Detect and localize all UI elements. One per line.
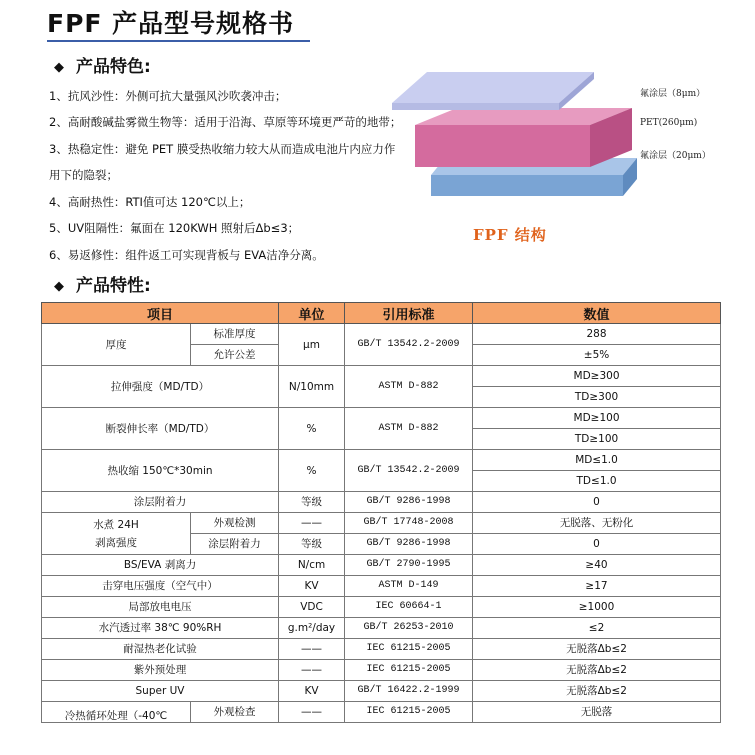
row-subitem: 外观检查 <box>191 702 279 723</box>
features-heading <box>54 52 151 77</box>
row-standard: IEC 61215-2005 <box>345 702 473 723</box>
row-value: MD≥300 <box>473 366 721 387</box>
row-value: 无脱落、无粉化 <box>473 513 721 534</box>
table-row <box>42 513 721 534</box>
row-standard: ASTM D-882 <box>345 408 473 450</box>
page-title: FPF 产品型号规格书 <box>47 9 295 38</box>
row-item-line2: 剥离强度 <box>95 536 137 549</box>
row-standard: GB/T 26253-2010 <box>345 618 473 639</box>
row-unit: N/10mm <box>279 366 345 408</box>
row-value: ≥17 <box>473 576 721 597</box>
row-standard: GB/T 9286-1998 <box>345 534 473 555</box>
table-row <box>42 408 721 429</box>
row-value: TD≥300 <box>473 387 721 408</box>
row-value: 288 <box>473 324 721 345</box>
row-standard: GB/T 16422.2-1999 <box>345 681 473 702</box>
row-value: 0 <box>473 492 721 513</box>
row-item: Super UV <box>42 681 279 702</box>
row-value: 无脱落Δb≤2 <box>473 681 721 702</box>
row-unit: —— <box>279 702 345 723</box>
pet-layer <box>415 108 632 167</box>
header-item: 项目 <box>42 303 279 324</box>
properties-heading <box>54 271 151 296</box>
row-value: ≤2 <box>473 618 721 639</box>
title-underline <box>47 40 310 42</box>
table-row <box>42 681 721 702</box>
row-subitem: 允许公差 <box>191 345 279 366</box>
feature-line-2: 2、高耐酸碱盐雾微生物等：适用于沿海、草原等环境更严苛的地带； <box>49 115 402 129</box>
row-unit: N/cm <box>279 555 345 576</box>
row-standard: GB/T 13542.2-2009 <box>345 450 473 492</box>
features-heading-label: 产品特色: <box>76 57 151 77</box>
row-standard: IEC 61215-2005 <box>345 639 473 660</box>
row-standard: GB/T 17748-2008 <box>345 513 473 534</box>
top-fluoro-layer <box>392 72 594 110</box>
row-item: 耐湿热老化试验 <box>42 639 279 660</box>
row-item: 冷热循环处理（-40℃ <box>42 702 191 723</box>
properties-heading-label: 产品特性: <box>76 276 151 296</box>
feature-line-3: 3、热稳定性：避免 PET 膜受热收缩力较大从而造成电池片内应力作 <box>49 142 396 156</box>
row-item: 断裂伸长率（MD/TD） <box>42 408 279 450</box>
table-header-row <box>42 303 721 324</box>
table-row <box>42 366 721 387</box>
table-row <box>42 702 721 723</box>
feature-line-6: 6、易返修性：组件返工可实现背板与 EVA洁净分离。 <box>49 248 324 262</box>
layer-label-bottom: 氟涂层（20μm） <box>640 151 711 161</box>
table-row <box>42 660 721 681</box>
spec-table <box>41 302 721 723</box>
row-unit: μm <box>279 324 345 366</box>
table-row <box>42 555 721 576</box>
header-unit: 单位 <box>279 303 345 324</box>
row-unit: KV <box>279 576 345 597</box>
row-value: MD≥100 <box>473 408 721 429</box>
row-standard: GB/T 9286-1998 <box>345 492 473 513</box>
row-standard: IEC 61215-2005 <box>345 660 473 681</box>
table-row <box>42 597 721 618</box>
diamond-bullet-icon: ◆ <box>54 279 64 294</box>
row-standard: GB/T 2790-1995 <box>345 555 473 576</box>
table-row <box>42 450 721 471</box>
row-value: ±5% <box>473 345 721 366</box>
table-row <box>42 639 721 660</box>
row-value: TD≥100 <box>473 429 721 450</box>
row-value: 0 <box>473 534 721 555</box>
row-item: 击穿电压强度（空气中） <box>42 576 279 597</box>
table-row <box>42 324 721 345</box>
row-value: ≥40 <box>473 555 721 576</box>
header-standard: 引用标准 <box>345 303 473 324</box>
row-unit: —— <box>279 639 345 660</box>
row-subitem: 标准厚度 <box>191 324 279 345</box>
row-item-line1: 水煮 24H <box>93 518 139 531</box>
row-value: 无脱落 <box>473 702 721 723</box>
row-standard: IEC 60664-1 <box>345 597 473 618</box>
row-value: ≥1000 <box>473 597 721 618</box>
diamond-bullet-icon: ◆ <box>54 60 64 75</box>
layer-label-middle: PET(260μm) <box>640 118 698 128</box>
row-unit: 等级 <box>279 492 345 513</box>
table-row <box>42 576 721 597</box>
table-row <box>42 492 721 513</box>
row-standard: ASTM D-149 <box>345 576 473 597</box>
table-row <box>42 618 721 639</box>
row-unit: % <box>279 450 345 492</box>
row-item: 拉伸强度（MD/TD） <box>42 366 279 408</box>
feature-line-3-cont: 用下的隐裂； <box>49 168 118 182</box>
row-value: 无脱落Δb≤2 <box>473 660 721 681</box>
row-item: 厚度 <box>42 324 191 366</box>
row-unit: 等级 <box>279 534 345 555</box>
row-standard: GB/T 13542.2-2009 <box>345 324 473 366</box>
row-value: TD≤1.0 <box>473 471 721 492</box>
row-subitem: 外观检测 <box>191 513 279 534</box>
row-subitem: 涂层附着力 <box>191 534 279 555</box>
feature-line-5: 5、UV阻隔性：氟面在 120KWH 照射后Δb≤3； <box>49 221 300 235</box>
structure-caption: FPF 结构 <box>473 226 547 244</box>
row-item: 局部放电电压 <box>42 597 279 618</box>
feature-line-4: 4、高耐热性：RTI值可达 120℃以上； <box>49 195 251 209</box>
row-unit: —— <box>279 513 345 534</box>
row-item: 热收缩 150℃*30min <box>42 450 279 492</box>
row-item: BS/EVA 剥离力 <box>42 555 279 576</box>
row-item: 水汽透过率 38℃ 90%RH <box>42 618 279 639</box>
header-value: 数值 <box>473 303 721 324</box>
row-value: 无脱落Δb≤2 <box>473 639 721 660</box>
feature-line-1: 1、抗风沙性：外侧可抗大量强风沙吹袭冲击； <box>49 89 287 103</box>
row-item <box>42 513 191 555</box>
row-item: 紫外预处理 <box>42 660 279 681</box>
row-value: MD≤1.0 <box>473 450 721 471</box>
row-unit: —— <box>279 660 345 681</box>
row-unit: VDC <box>279 597 345 618</box>
row-unit: KV <box>279 681 345 702</box>
row-unit: g.m²/day <box>279 618 345 639</box>
row-unit: % <box>279 408 345 450</box>
row-standard: ASTM D-882 <box>345 366 473 408</box>
row-item: 涂层附着力 <box>42 492 279 513</box>
layer-label-top: 氟涂层（8μm） <box>640 89 706 99</box>
